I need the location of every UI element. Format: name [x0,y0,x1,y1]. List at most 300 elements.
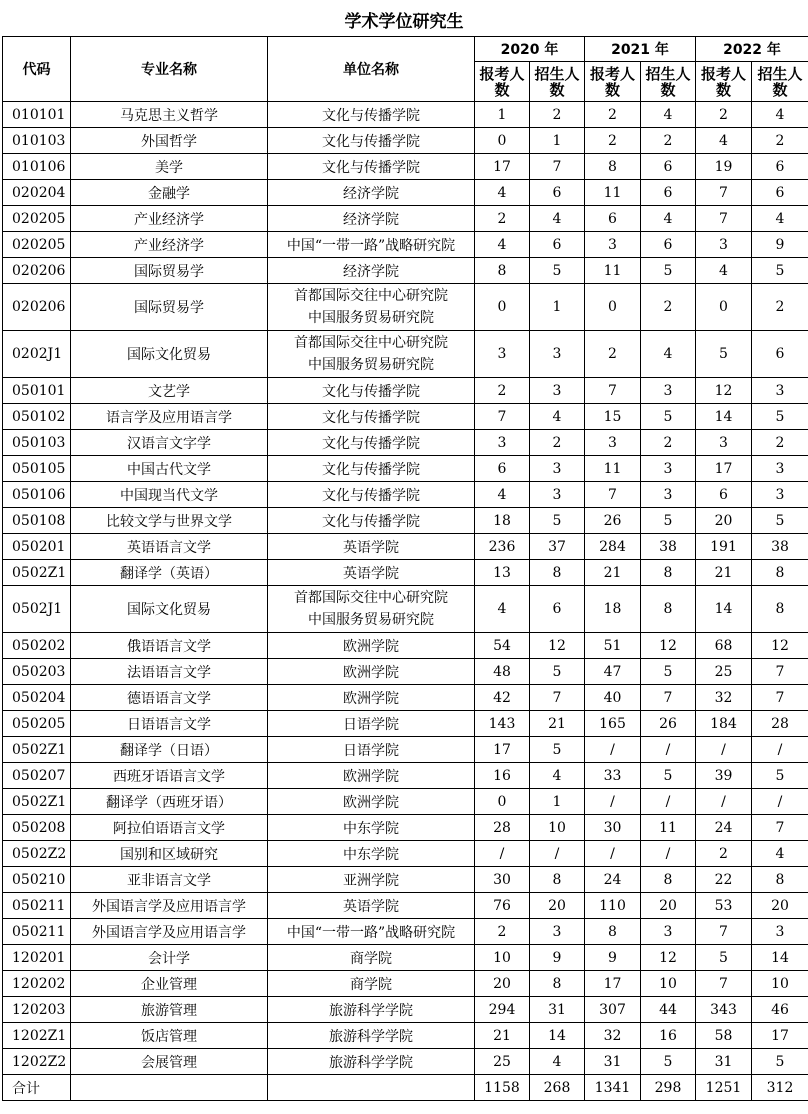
admitted-2021-cell: 4 [641,102,696,128]
unit-line: 欧洲学院 [343,794,399,811]
code-cell: 010106 [3,154,71,180]
header-admitted: 招生人数 [641,62,696,102]
admitted-2021-cell: 6 [641,232,696,258]
applicants-2022-cell: / [696,789,752,815]
unit-line: 欧洲学院 [343,638,399,655]
table-row [3,763,808,789]
table-row [3,945,808,971]
code-cell: 050108 [3,508,71,534]
applicants-2022-cell: 3 [696,430,752,456]
admitted-2020-cell: 5 [530,659,585,685]
admitted-2020-cell: 8 [530,560,585,586]
applicants-2020-cell: 8 [475,258,530,284]
applicants-2022-cell: 3 [696,232,752,258]
admitted-2022-cell: 10 [752,971,808,997]
applicants-2021-cell: 307 [585,997,641,1023]
admitted-2021-cell: 3 [641,378,696,404]
applicants-2021-cell: 2 [585,128,641,154]
admitted-2020-cell: 5 [530,508,585,534]
admitted-2021-cell: 6 [641,180,696,206]
unit-line: 中国服务贸易研究院 [308,310,434,326]
applicants-2022-cell: 7 [696,919,752,945]
admitted-2020-cell: 7 [530,154,585,180]
applicants-2021-cell: 17 [585,971,641,997]
admitted-2022-cell: 20 [752,893,808,919]
applicants-2020-cell: 294 [475,997,530,1023]
applicants-2021-cell: 30 [585,815,641,841]
major-cell: 外国语言学及应用语言学 [71,893,268,919]
admitted-2022-cell: 7 [752,659,808,685]
table-row [3,789,808,815]
admitted-2021-cell: 8 [641,867,696,893]
major-cell: 国际贸易学 [71,258,268,284]
applicants-2022-cell: 4 [696,128,752,154]
major-cell: 文艺学 [71,378,268,404]
code-cell: 020205 [3,232,71,258]
applicants-2022-cell: 24 [696,815,752,841]
admitted-2020-cell: / [530,841,585,867]
unit-cell [268,534,475,560]
unit-line: 旅游科学学院 [329,1002,413,1019]
major-cell: 国际文化贸易 [71,586,268,633]
admitted-2022-cell: 5 [752,763,808,789]
table-row [3,737,808,763]
applicants-2022-cell: 39 [696,763,752,789]
code-cell: 120202 [3,971,71,997]
applicants-2020-cell: 236 [475,534,530,560]
admitted-2022-cell: / [752,737,808,763]
major-cell: 语言学及应用语言学 [71,404,268,430]
code-cell: 050211 [3,919,71,945]
applicants-2021-cell: 8 [585,919,641,945]
applicants-2021-cell: 284 [585,534,641,560]
unit-line: 欧洲学院 [343,690,399,707]
table-row [3,841,808,867]
admitted-2021-cell: / [641,737,696,763]
major-cell: 汉语言文字学 [71,430,268,456]
admitted-2020-cell: 3 [530,378,585,404]
admitted-2022-cell: 6 [752,154,808,180]
admitted-2022-cell: / [752,789,808,815]
applicants-2020-cell: 25 [475,1049,530,1075]
unit-line: 经济学院 [343,185,399,202]
table-row [3,685,808,711]
major-cell: 中国现当代文学 [71,482,268,508]
major-cell: 国际文化贸易 [71,331,268,378]
applicants-2021-cell: 51 [585,633,641,659]
applicants-2021-cell: 21 [585,560,641,586]
applicants-2022-cell: 58 [696,1023,752,1049]
applicants-2022-cell: 184 [696,711,752,737]
applicants-2021-cell: 2 [585,331,641,378]
admitted-2021-cell: 5 [641,404,696,430]
table-row [3,659,808,685]
unit-line: 文化与传播学院 [322,107,420,124]
admitted-2022-cell: 3 [752,456,808,482]
major-cell: 国别和区域研究 [71,841,268,867]
code-cell: 0502Z1 [3,789,71,815]
unit-line: 文化与传播学院 [322,159,420,176]
admitted-2022-cell: 8 [752,586,808,633]
admitted-2021-cell: 3 [641,482,696,508]
code-cell: 050103 [3,430,71,456]
admitted-2020-cell: 4 [530,404,585,430]
unit-line: 经济学院 [343,211,399,228]
major-cell: 国际贸易学 [71,284,268,331]
applicants-2021-cell: 47 [585,659,641,685]
unit-cell [268,711,475,737]
total-major [71,1075,268,1101]
unit-line: 文化与传播学院 [322,383,420,400]
applicants-2020-cell: 18 [475,508,530,534]
table-row [3,711,808,737]
major-cell: 会计学 [71,945,268,971]
applicants-2021-cell: 33 [585,763,641,789]
unit-line: 欧洲学院 [343,664,399,681]
total-admitted-2020: 268 [530,1075,585,1101]
admitted-2022-cell: 5 [752,508,808,534]
unit-cell [268,945,475,971]
major-cell: 外国哲学 [71,128,268,154]
unit-cell [268,586,475,633]
admitted-2020-cell: 9 [530,945,585,971]
unit-cell [268,919,475,945]
applicants-2021-cell: 32 [585,1023,641,1049]
applicants-2021-cell: 40 [585,685,641,711]
applicants-2022-cell: 7 [696,971,752,997]
header-applicants: 报考人数 [696,62,752,102]
admitted-2020-cell: 5 [530,737,585,763]
admitted-2020-cell: 10 [530,815,585,841]
table-row [3,456,808,482]
total-admitted-2021: 298 [641,1075,696,1101]
unit-line: 旅游科学学院 [329,1028,413,1045]
applicants-2021-cell: / [585,841,641,867]
major-cell: 会展管理 [71,1049,268,1075]
admitted-2022-cell: 2 [752,128,808,154]
total-admitted-2022: 312 [752,1075,808,1101]
table-row [3,560,808,586]
table-row [3,404,808,430]
applicants-2022-cell: / [696,737,752,763]
code-cell: 0502Z1 [3,737,71,763]
applicants-2020-cell: 76 [475,893,530,919]
admitted-2020-cell: 12 [530,633,585,659]
admitted-2021-cell: 4 [641,331,696,378]
applicants-2022-cell: 25 [696,659,752,685]
admitted-2022-cell: 12 [752,633,808,659]
admitted-2021-cell: 38 [641,534,696,560]
major-cell: 法语语言文学 [71,659,268,685]
admitted-2021-cell: / [641,841,696,867]
unit-cell [268,508,475,534]
table-row [3,534,808,560]
unit-line: 中国“一带一路”战略研究院 [286,237,456,254]
code-cell: 050210 [3,867,71,893]
total-applicants-2020: 1158 [475,1075,530,1101]
applicants-2022-cell: 2 [696,841,752,867]
header-applicants: 报考人数 [475,62,530,102]
admitted-2020-cell: 4 [530,1049,585,1075]
table-row [3,180,808,206]
code-cell: 050106 [3,482,71,508]
unit-cell [268,841,475,867]
table-row [3,893,808,919]
admitted-2021-cell: 20 [641,893,696,919]
unit-line: 文化与传播学院 [322,435,420,452]
admitted-2022-cell: 3 [752,482,808,508]
applicants-2021-cell: 8 [585,154,641,180]
major-cell: 翻译学（日语） [71,737,268,763]
header-year-2021: 2021 年 [585,37,696,62]
admitted-2022-cell: 3 [752,919,808,945]
applicants-2020-cell: 16 [475,763,530,789]
applicants-2020-cell: 20 [475,971,530,997]
unit-line: 中东学院 [343,846,399,863]
applicants-2021-cell: 3 [585,232,641,258]
code-cell: 050208 [3,815,71,841]
applicants-2021-cell: 18 [585,586,641,633]
admitted-2020-cell: 14 [530,1023,585,1049]
major-cell: 德语语言文学 [71,685,268,711]
table-row [3,997,808,1023]
header-unit: 单位名称 [268,37,475,102]
major-cell: 产业经济学 [71,232,268,258]
table-row [3,633,808,659]
code-cell: 020204 [3,180,71,206]
admitted-2020-cell: 3 [530,482,585,508]
applicants-2022-cell: 343 [696,997,752,1023]
unit-cell [268,685,475,711]
unit-cell [268,1023,475,1049]
code-cell: 050207 [3,763,71,789]
unit-line: 文化与传播学院 [322,133,420,150]
admitted-2022-cell: 7 [752,815,808,841]
admitted-2022-cell: 3 [752,378,808,404]
admitted-2020-cell: 4 [530,763,585,789]
table-row [3,331,808,378]
major-cell: 饭店管理 [71,1023,268,1049]
unit-line: 英语学院 [343,539,399,556]
table-row [3,430,808,456]
unit-cell [268,867,475,893]
total-applicants-2022: 1251 [696,1075,752,1101]
admitted-2022-cell: 38 [752,534,808,560]
major-cell: 美学 [71,154,268,180]
applicants-2022-cell: 7 [696,180,752,206]
table-row [3,232,808,258]
major-cell: 中国古代文学 [71,456,268,482]
applicants-2021-cell: 15 [585,404,641,430]
admitted-2020-cell: 3 [530,331,585,378]
admitted-2020-cell: 20 [530,893,585,919]
unit-line: 英语学院 [343,898,399,915]
applicants-2022-cell: 17 [696,456,752,482]
applicants-2022-cell: 53 [696,893,752,919]
unit-line: 日语学院 [343,716,399,733]
admitted-2021-cell: 2 [641,430,696,456]
applicants-2022-cell: 32 [696,685,752,711]
unit-line: 首都国际交往中心研究院 [294,288,448,304]
admitted-2022-cell: 4 [752,841,808,867]
admitted-2022-cell: 8 [752,867,808,893]
major-cell: 日语语言文学 [71,711,268,737]
major-cell: 比较文学与世界文学 [71,508,268,534]
unit-line: 经济学院 [343,263,399,280]
applicants-2022-cell: 6 [696,482,752,508]
code-cell: 050105 [3,456,71,482]
unit-cell [268,154,475,180]
unit-cell [268,331,475,378]
table-row [3,508,808,534]
admitted-2021-cell: 5 [641,258,696,284]
applicants-2020-cell: 0 [475,284,530,331]
applicants-2020-cell: 4 [475,586,530,633]
unit-line: 商学院 [350,950,392,967]
unit-cell [268,258,475,284]
applicants-2020-cell: 2 [475,919,530,945]
unit-line: 文化与传播学院 [322,409,420,426]
total-applicants-2021: 1341 [585,1075,641,1101]
total-row [3,1075,808,1101]
header-admitted: 招生人数 [530,62,585,102]
unit-cell [268,482,475,508]
admitted-2021-cell: 5 [641,1049,696,1075]
admitted-2022-cell: 7 [752,685,808,711]
unit-line: 中东学院 [343,820,399,837]
admitted-2021-cell: 12 [641,633,696,659]
code-cell: 050202 [3,633,71,659]
applicants-2021-cell: 11 [585,456,641,482]
applicants-2021-cell: 24 [585,867,641,893]
major-cell: 翻译学（英语） [71,560,268,586]
applicants-2020-cell: 48 [475,659,530,685]
admitted-2021-cell: 3 [641,919,696,945]
admitted-2022-cell: 17 [752,1023,808,1049]
table-row [3,867,808,893]
applicants-2020-cell: 143 [475,711,530,737]
code-cell: 0202J1 [3,331,71,378]
header-year-2022: 2022 年 [696,37,808,62]
applicants-2020-cell: 7 [475,404,530,430]
applicants-2022-cell: 4 [696,258,752,284]
applicants-2021-cell: 6 [585,206,641,232]
applicants-2022-cell: 12 [696,378,752,404]
table-row [3,1049,808,1075]
admitted-2021-cell: 2 [641,128,696,154]
code-cell: 1202Z2 [3,1049,71,1075]
code-cell: 020205 [3,206,71,232]
applicants-2021-cell: 7 [585,482,641,508]
applicants-2020-cell: 28 [475,815,530,841]
admitted-2020-cell: 8 [530,867,585,893]
applicants-2022-cell: 7 [696,206,752,232]
applicants-2022-cell: 20 [696,508,752,534]
unit-line: 旅游科学学院 [329,1054,413,1071]
applicants-2020-cell: 17 [475,737,530,763]
code-cell: 0502Z2 [3,841,71,867]
admitted-2020-cell: 7 [530,685,585,711]
code-cell: 010101 [3,102,71,128]
unit-cell [268,971,475,997]
admitted-2021-cell: 2 [641,284,696,331]
code-cell: 0502J1 [3,586,71,633]
code-cell: 020206 [3,284,71,331]
admitted-2022-cell: 4 [752,102,808,128]
admitted-2021-cell: 6 [641,154,696,180]
major-cell: 阿拉伯语语言文学 [71,815,268,841]
table-row [3,128,808,154]
admitted-2020-cell: 37 [530,534,585,560]
admitted-2021-cell: 26 [641,711,696,737]
applicants-2021-cell: 9 [585,945,641,971]
admitted-2021-cell: 16 [641,1023,696,1049]
header-code: 代码 [3,37,71,102]
admitted-2022-cell: 4 [752,206,808,232]
code-cell: 120203 [3,997,71,1023]
admitted-2020-cell: 5 [530,258,585,284]
applicants-2021-cell: 2 [585,102,641,128]
unit-cell [268,206,475,232]
admitted-2021-cell: 11 [641,815,696,841]
unit-cell [268,1049,475,1075]
admitted-2020-cell: 3 [530,919,585,945]
applicants-2021-cell: 11 [585,258,641,284]
table-row [3,206,808,232]
code-cell: 050203 [3,659,71,685]
applicants-2020-cell: 54 [475,633,530,659]
unit-line: 中国服务贸易研究院 [308,357,434,373]
applicants-2020-cell: 10 [475,945,530,971]
applicants-2022-cell: 5 [696,331,752,378]
applicants-2021-cell: 3 [585,430,641,456]
applicants-2020-cell: 0 [475,789,530,815]
admitted-2020-cell: 1 [530,284,585,331]
applicants-2020-cell: 0 [475,128,530,154]
unit-line: 日语学院 [343,742,399,759]
unit-line: 中国服务贸易研究院 [308,612,434,628]
applicants-2021-cell: / [585,789,641,815]
admitted-2022-cell: 2 [752,284,808,331]
admitted-2021-cell: 44 [641,997,696,1023]
applicants-2022-cell: 19 [696,154,752,180]
unit-cell [268,232,475,258]
header-major: 专业名称 [71,37,268,102]
applicants-2021-cell: 165 [585,711,641,737]
admitted-2020-cell: 2 [530,102,585,128]
applicants-2022-cell: 191 [696,534,752,560]
admitted-2020-cell: 4 [530,206,585,232]
unit-cell [268,633,475,659]
code-cell: 050204 [3,685,71,711]
unit-line: 首都国际交往中心研究院 [294,590,448,606]
applicants-2020-cell: 3 [475,430,530,456]
major-cell: 产业经济学 [71,206,268,232]
applicants-2021-cell: 11 [585,180,641,206]
unit-cell [268,180,475,206]
unit-cell [268,128,475,154]
admitted-2022-cell: 5 [752,258,808,284]
table-row [3,258,808,284]
applicants-2022-cell: 31 [696,1049,752,1075]
header-admitted: 招生人数 [752,62,808,102]
applicants-2022-cell: 14 [696,404,752,430]
admissions-table [2,36,808,1101]
major-cell: 翻译学（西班牙语） [71,789,268,815]
admitted-2021-cell: 12 [641,945,696,971]
unit-cell [268,378,475,404]
applicants-2021-cell: 31 [585,1049,641,1075]
